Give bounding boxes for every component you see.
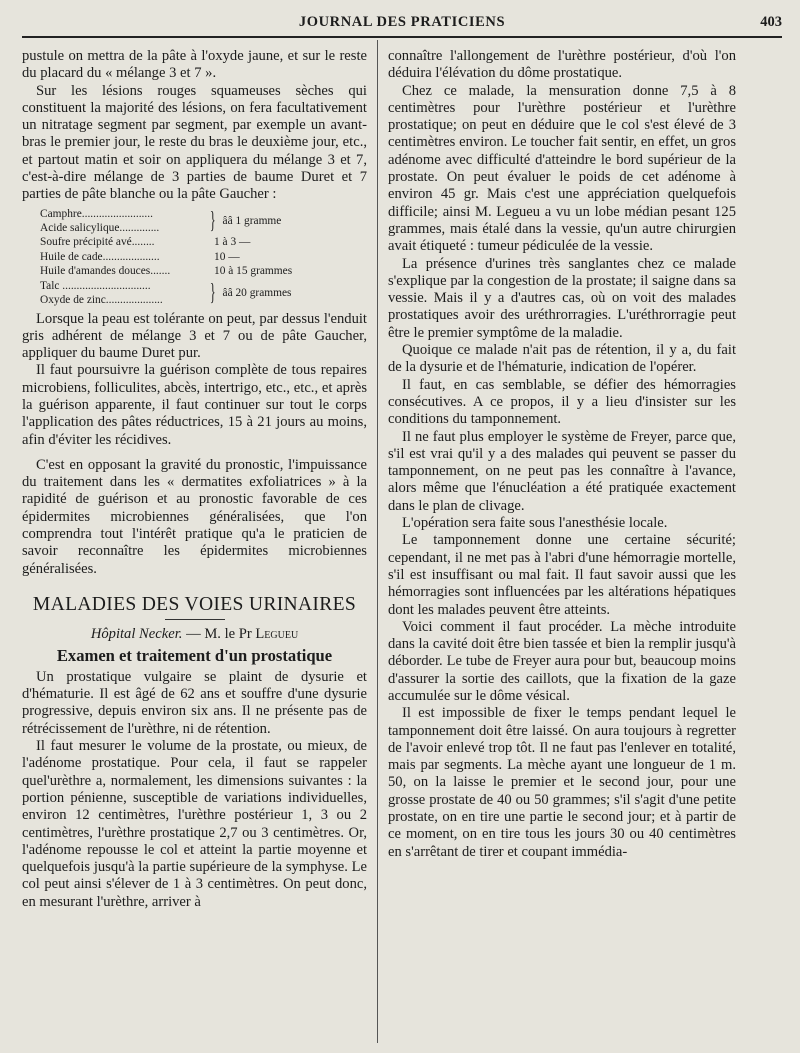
formula-quantity: ââ 1 gramme bbox=[222, 214, 282, 227]
paragraph: Il faut, en cas semblable, se défier des hémorragies consécutives. A ce propos, il y a lieu d'insister sur les conditions du tamponnement. bbox=[388, 376, 736, 428]
formula-quantity: 1 à 3 — bbox=[214, 236, 251, 249]
paragraph: Il faut poursuivre la guérison complète de tous repaires microbiens, folliculites, abcès, intertrigo, etc., etc., et après la guérison apparente, il faut continuer sur tout le corps l'application des pâtes réductrices, 15 à 21 jours au moins, afin d'éviter les récidives. bbox=[22, 362, 367, 448]
column-divider bbox=[377, 40, 378, 1043]
journal-title: JOURNAL DES PRATICIENS bbox=[298, 14, 506, 30]
paragraph: Il faut mesurer le volume de la prostate, ou mieux, de l'adénome prostatique. Pour cela, il faut se rappeler quel'urèthre a, normalement, les dimensions suivantes : la portion pénienne, susceptible de variations individuelles, environ 12 centimètres, l'urèthre postérieur 1, 3 ou 2 centimètres, l'urèthre prostatique 2,7 ou 3 centimètres. Or, l'adénome repousse le col et atteint la partie moyenne et quelquefois jusqu'à la partie supérieure de la symphyse. Le col peut ainsi s'élever de 1 à 3 centimètres. On peut donc, en mesurant l'urèthre, arriver à bbox=[22, 738, 367, 910]
byline-place: Hôpital Necker. bbox=[90, 626, 183, 643]
paragraph: L'opération sera faite sous l'anesthésie locale. bbox=[402, 515, 668, 532]
left-column bbox=[22, 48, 367, 911]
formula-group bbox=[40, 207, 367, 236]
paragraph: La présence d'urines très sanglantes chez ce malade s'explique par la congestion de la prostate; il saigne dans sa vessie. Mais il y a d'autres cas, où on voit des malades prostatiques avoir des uréthrorragies. L'uréthrorragie peut être le premier symptôme de la maladie. bbox=[388, 255, 736, 341]
formula-ingredient: Camphre......................... bbox=[40, 207, 153, 220]
page-header bbox=[22, 6, 782, 38]
paragraph: Quoique ce malade n'ait pas de rétention, il y a, du fait de la dysurie et de l'hématurie, indication de l'opérer. bbox=[388, 342, 736, 376]
paragraph: Il est impossible de fixer le temps pendant lequel le tamponnement doit être laissé. On aura toujours à regretter de l'avoir enlevé trop tôt. Il ne faut pas l'enlever en totalité, mais par segments. La mèche ayant une longueur de 1 m. 50, on la laisse le premier et le second jour, pour une grosse prostate de 40 ou 50 grammes; s'il s'agit d'une petite prostate, on en tire une partie le second jour; et à partir de ce moment, on en tire tous les jours 30 ou 40 centimètres en s'arrêtant de tirer et coupant immédia- bbox=[388, 705, 736, 860]
formula-ingredient: Oxyde de zinc.................... bbox=[40, 294, 163, 307]
page-number: 403 bbox=[760, 14, 782, 30]
byline-text: — M. le Pr bbox=[182, 626, 256, 643]
section-heading: MALADIES DES VOIES URINAIRES bbox=[32, 593, 357, 615]
right-column bbox=[388, 48, 736, 861]
byline-author: Legueu bbox=[255, 626, 299, 643]
brace-icon: } bbox=[209, 208, 216, 235]
paragraph: Un prostatique vulgaire se plaint de dysurie et d'hématurie. Il est âgé de 62 ans et souffre d'une dysurie progressive, depuis environ six ans. Il ne présente pas de rétrécissement de l'urèthre, ni de rétention. bbox=[22, 668, 367, 737]
formula-ingredient: Huile d'amandes douces....... bbox=[40, 265, 171, 278]
formula-quantity: 10 — bbox=[214, 250, 240, 263]
paragraph: Chez ce malade, la mensuration donne 7,5 à 8 centimètres pour l'urèthre postérieur et l'urèthre prostatique; on peut en déduire que le col s'est élevé de 3 centimètres environ. Le toucher fait sentir, en effet, un gros adénome avec difficulté d'atteindre le bord supérieur de la prostate. On peut évaluer le poids de cet adénome à environ 45 gr. Mais c'est une appréciation quelquefois difficile; ainsi M. Legueu a vu un lobe médian pesant 125 grammes, mais étalé dans la vessie, qu'un autre chirurgien avait étiqueté : tumeur pédiculée de la vessie. bbox=[388, 82, 736, 255]
paragraph: Le tamponnement donne une certaine sécurité; cependant, il ne met pas à l'abri d'une hémorragie mortelle, s'il est insuffisant ou mal fait. Il faut savoir aussi que les hémorragies sont influencées par les altérations hépatiques dont les malades peuvent être atteints. bbox=[388, 532, 736, 618]
brace-icon: } bbox=[209, 280, 216, 307]
formula-quantity: 10 à 15 grammes bbox=[214, 265, 293, 278]
paragraph: pustule on mettra de la pâte à l'oxyde jaune, et sur le reste du placard du « mélange 3 et 7 ». bbox=[22, 48, 367, 82]
paragraph: Sur les lésions rouges squameuses sèches qui constituent la majorité des lésions, on fera facultativement un nitratage segment par segment, par exemple un avant-bras le premier jour, le reste du bras le deuxième jour, etc., et partout matin et soir on appliquera du mélange 3 et 7, c'est-à-dire mélange de 3 parties de baume Duret et 7 parties de pâte blanche ou la pâte Gaucher : bbox=[22, 82, 367, 203]
formula-ingredient: Soufre précipité avé........ bbox=[40, 236, 155, 249]
formula-row bbox=[40, 250, 367, 264]
paragraph: Voici comment il faut procéder. La mèche introduite dans la cavité doit être bien tassée et bien la remplir jusqu'à déborder. Le tube de Freyer aura pour but, beaucoup moins d'assurer la sortie des caillots, que la fixation de la gaze accumulée sur le dôme vésical. bbox=[388, 618, 736, 704]
formula-ingredient: Talc ............................... bbox=[40, 279, 151, 292]
article-byline bbox=[22, 626, 367, 643]
formula-ingredient: Huile de cade.................... bbox=[40, 250, 160, 263]
paragraph: Il ne faut plus employer le système de Freyer, parce que, s'il est vrai qu'il y a des malades qui peuvent se passer du tamponnement, on ne peut pas les connaître à l'avance, alors même que l'énucléation a été pratiquée exactement dans le plan de clivage. bbox=[388, 428, 736, 514]
paragraph: C'est en opposant la gravité du pronostic, l'impuissance du traitement dans les « dermatites exfoliatrices » à la rapidité de guérison et au pronostic favorable de ces épidermites microbiennes généralisées, que l'on comprendra tout l'intérêt pratique qu'a le praticien de savoir reconnaître les épidermites microbiennes généralisées. bbox=[22, 456, 367, 577]
formula-quantity: ââ 20 grammes bbox=[222, 286, 292, 299]
paragraph: Lorsque la peau est tolérante on peut, par dessus l'enduit gris adhérent de mélange 3 et 7 ou de pâte Gaucher, appliquer du baume Duret pur. bbox=[22, 310, 367, 362]
article-title: Examen et traitement d'un prostatique bbox=[56, 645, 333, 665]
heading-rule bbox=[165, 619, 225, 620]
formula-group bbox=[40, 279, 367, 308]
formula-row bbox=[40, 235, 367, 249]
prescription-formula bbox=[40, 207, 367, 308]
paragraph: connaître l'allongement de l'urèthre postérieur, d'où l'on déduira l'élévation du dôme prostatique. bbox=[388, 48, 736, 82]
formula-ingredient: Acide salicylique.............. bbox=[40, 222, 160, 235]
formula-row bbox=[40, 264, 367, 278]
